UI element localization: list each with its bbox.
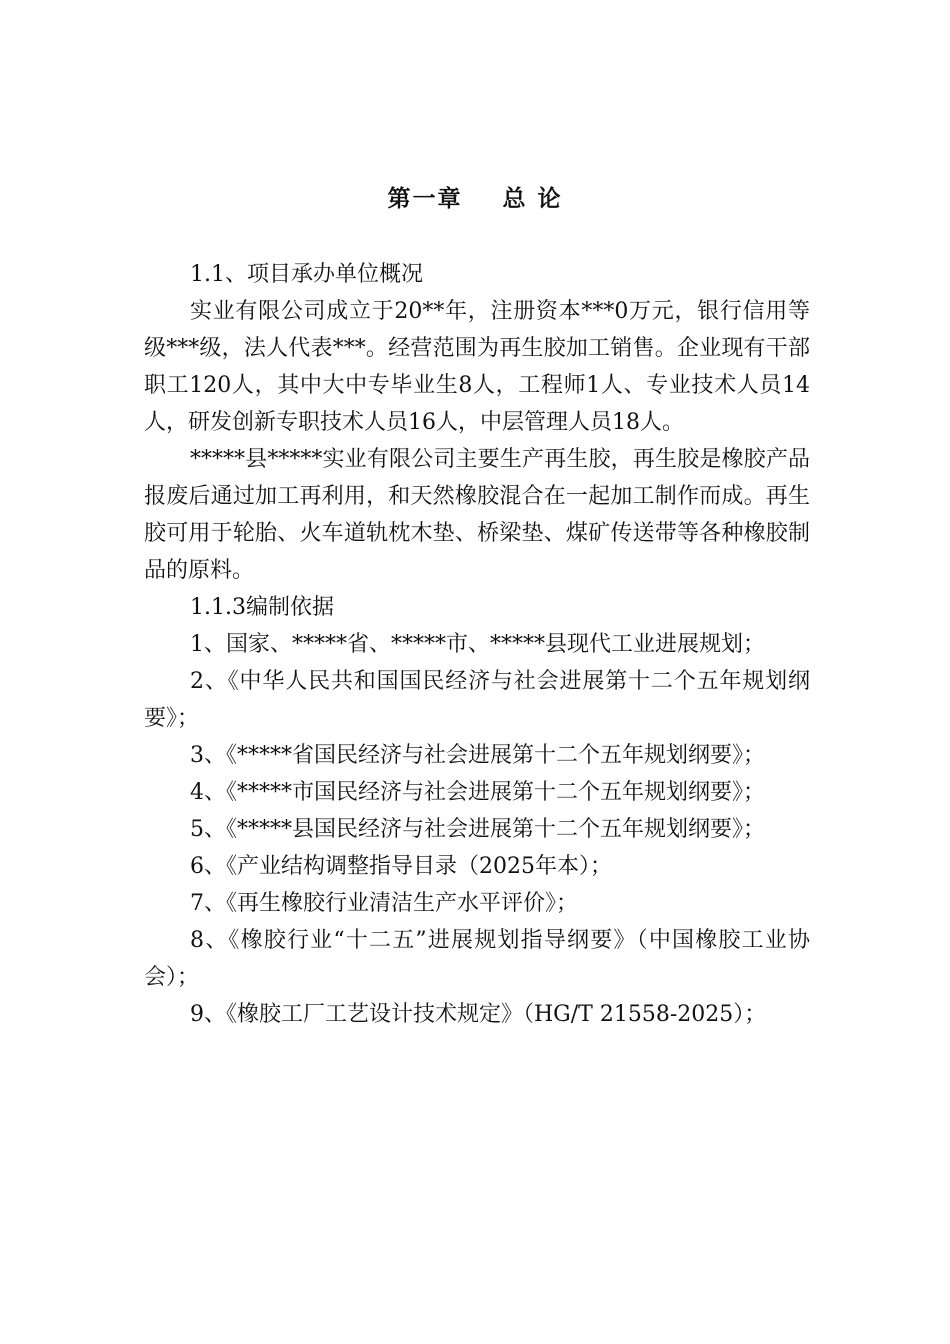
basis-item-5: 5、《*****县国民经济与社会进展第十二个五年规划纲要》； <box>190 817 765 842</box>
section-heading-1-1: 1.1、项目承办单位概况 <box>190 262 423 287</box>
chapter-title: 第一章 总 论 <box>387 186 563 212</box>
basis-item-6: 6、《产业结构调整指导目录（2025年本）； <box>190 854 612 879</box>
basis-item-7: 7、《再生橡胶行业清洁生产水平评价》； <box>190 891 578 916</box>
paragraph-products: *****县*****实业有限公司主要生产再生胶，再生胶是橡胶产品报废后通过加工再利用，和天然橡胶混合在一起加工制作而成。再生胶可用于轮胎、火车道轨枕木垫、桥梁垫、煤矿传送带等各种橡胶制品的原料。 <box>144 447 810 583</box>
basis-item-8: 8、《橡胶行业“十二五”进展规划指导纲要》（中国橡胶工业协会）； <box>144 928 810 990</box>
document-body <box>144 256 810 1033</box>
section-heading-1-1-3: 1.1.3编制依据 <box>190 595 334 620</box>
basis-item-3: 3、《*****省国民经济与社会进展第十二个五年规划纲要》； <box>190 743 765 768</box>
basis-item-9: 9、《橡胶工厂工艺设计技术规定》（HG/T 21558-2025）； <box>190 1002 767 1027</box>
paragraph-company-overview: 实业有限公司成立于20**年，注册资本***0万元，银行信用等级***级，法人代表***。经营范围为再生胶加工销售。企业现有干部职工120人，其中大中专毕业生8人，工程师1人、专业技术人员14人，研发创新专职技术人员16人，中层管理人员18人。 <box>144 299 810 435</box>
basis-item-4: 4、《*****市国民经济与社会进展第十二个五年规划纲要》； <box>190 780 765 805</box>
basis-item-2: 2、《中华人民共和国国民经济与社会进展第十二个五年规划纲要》； <box>144 669 810 731</box>
basis-item-1: 1、国家、*****省、*****市、*****县现代工业进展规划； <box>190 632 765 657</box>
